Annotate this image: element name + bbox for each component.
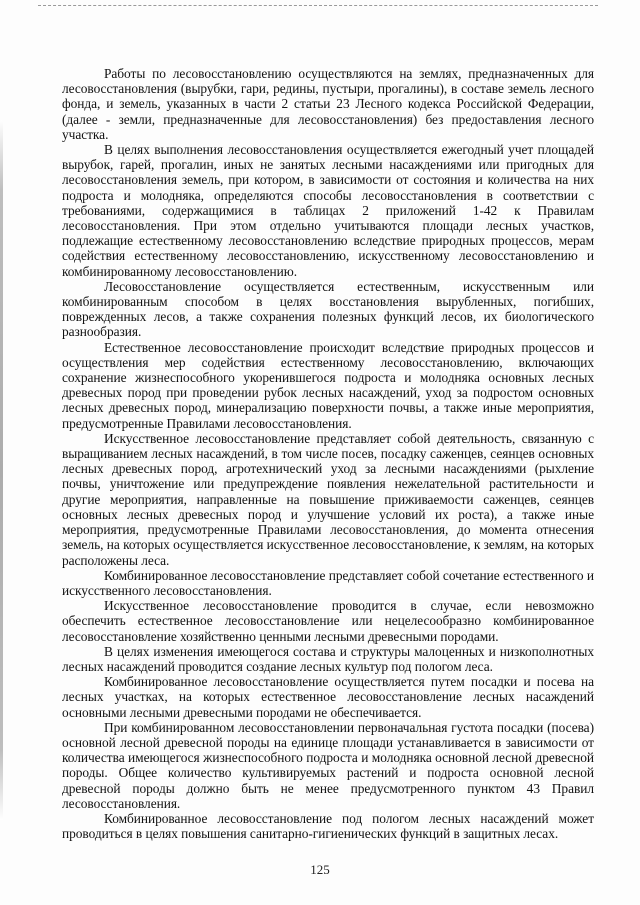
- paragraph: Комбинированное лесовосстановление представляет собой сочетание естественного и искусственного лесовосстановления.: [62, 567, 594, 598]
- paragraph: Комбинированное лесовосстановление под пологом лесных насаждений может проводиться в целях повышения санитарно-гигиенических функций в защитных лесах.: [62, 810, 594, 842]
- paragraph: Лесовосстановление осуществляется естественным, искусственным или комбинированным способом в целях восстановления вырубленных, погибших, поврежденных лесов, а также сохранения полезных функций лесов, их биологического разнообразия.: [62, 278, 594, 340]
- paragraph: Искусственное лесовосстановление проводится в случае, если невозможно обеспечить естественное лесовосстановление или нецелесообразно комбинированное лесовосстановление хозяйственно ценными лесными древесными породами.: [62, 598, 594, 644]
- page-number: 125: [310, 862, 330, 877]
- document-body: [62, 66, 594, 841]
- paragraph: В целях изменения имеющегося состава и структуры малоценных и низкополнотных лесных насаждений проводится создание лесных культур под пологом леса.: [62, 643, 594, 674]
- paragraph: Работы по лесовосстановлению осуществляются на землях, предназначенных для лесовосстановления (вырубки, гари, редины, пустыри, прогалины), в составе земель лесного фонда, и земель, указанных в части 2 статьи 23 Лесного кодекса Российской Федерации, (далее - земли, предназначенные для лесовосстановления) без предоставления лесного участка.: [62, 66, 594, 142]
- paragraph: Комбинированное лесовосстановление осуществляется путем посадки и посева на лесных участках, на которых естественное лесовосстановление лесных насаждений основными лесными древесными породами не обеспечивается.: [62, 674, 594, 720]
- paragraph: В целях выполнения лесовосстановления осуществляется ежегодный учет площадей вырубок, гарей, прогалин, иных не занятых лесными насаждениями или пригодных для лесовосстановления земель, при котором, в зависимости от состояния и количества на них подроста и молодняка, определяются способы лесовосстановления в соответствии с требованиями, содержащимися в таблицах 2 приложений 1-42 к Правилам лесовосстановления. При этом отдельно учитываются площади лесных участков, подлежащие естественному лесовосстановлению вследствие природных процессов, мерам содействия естественному лесовосстановлению, искусственному лесовосстановлению и комбинированному лесовосстановлению.: [62, 142, 594, 279]
- scan-edge-top: [38, 5, 598, 6]
- paragraph: Искусственное лесовосстановление представляет собой деятельность, связанную с выращиванием лесных насаждений, в том числе посев, посадку саженцев, сеянцев основных лесных древесных пород, агротехнический уход за лесными насаждениями (рыхление почвы, уничтожение или предупреждение появления нежелательной растительности и другие мероприятия, направленные на повышение приживаемости саженцев, сеянцев основных лесных древесных пород и улучшение условий их роста), а также иные мероприятия, предусмотренные Правилами лесовосстановления, до момента отнесения земель, на которых осуществляется искусственное лесовосстановление, к землям, на которых расположены леса.: [62, 430, 594, 568]
- paragraph: При комбинированном лесовосстановлении первоначальная густота посадки (посева) основной лесной древесной породы на единице площади устанавливается в зависимости от количества имеющегося жизнеспособного подроста и молодняка основной лесной древесной породы. Общее количество культивируемых растений и подроста основной лесной древесной породы должно быть не менее предусмотренного пунктом 43 Правил лесовосстановления.: [62, 719, 594, 811]
- scan-edge-left: [0, 120, 3, 820]
- paragraph: Естественное лесовосстановление происходит вследствие природных процессов и осуществления мер содействия естественному лесовосстановлению, включающих сохранение жизнеспособного укоренившегося подроста и молодняка основных лесных древесных пород при проведении рубок лесных насаждений, уход за подростом основных лесных древесных пород, минерализацию поверхности почвы, а также иные мероприятия, предусмотренные Правилами лесовосстановления.: [62, 339, 594, 431]
